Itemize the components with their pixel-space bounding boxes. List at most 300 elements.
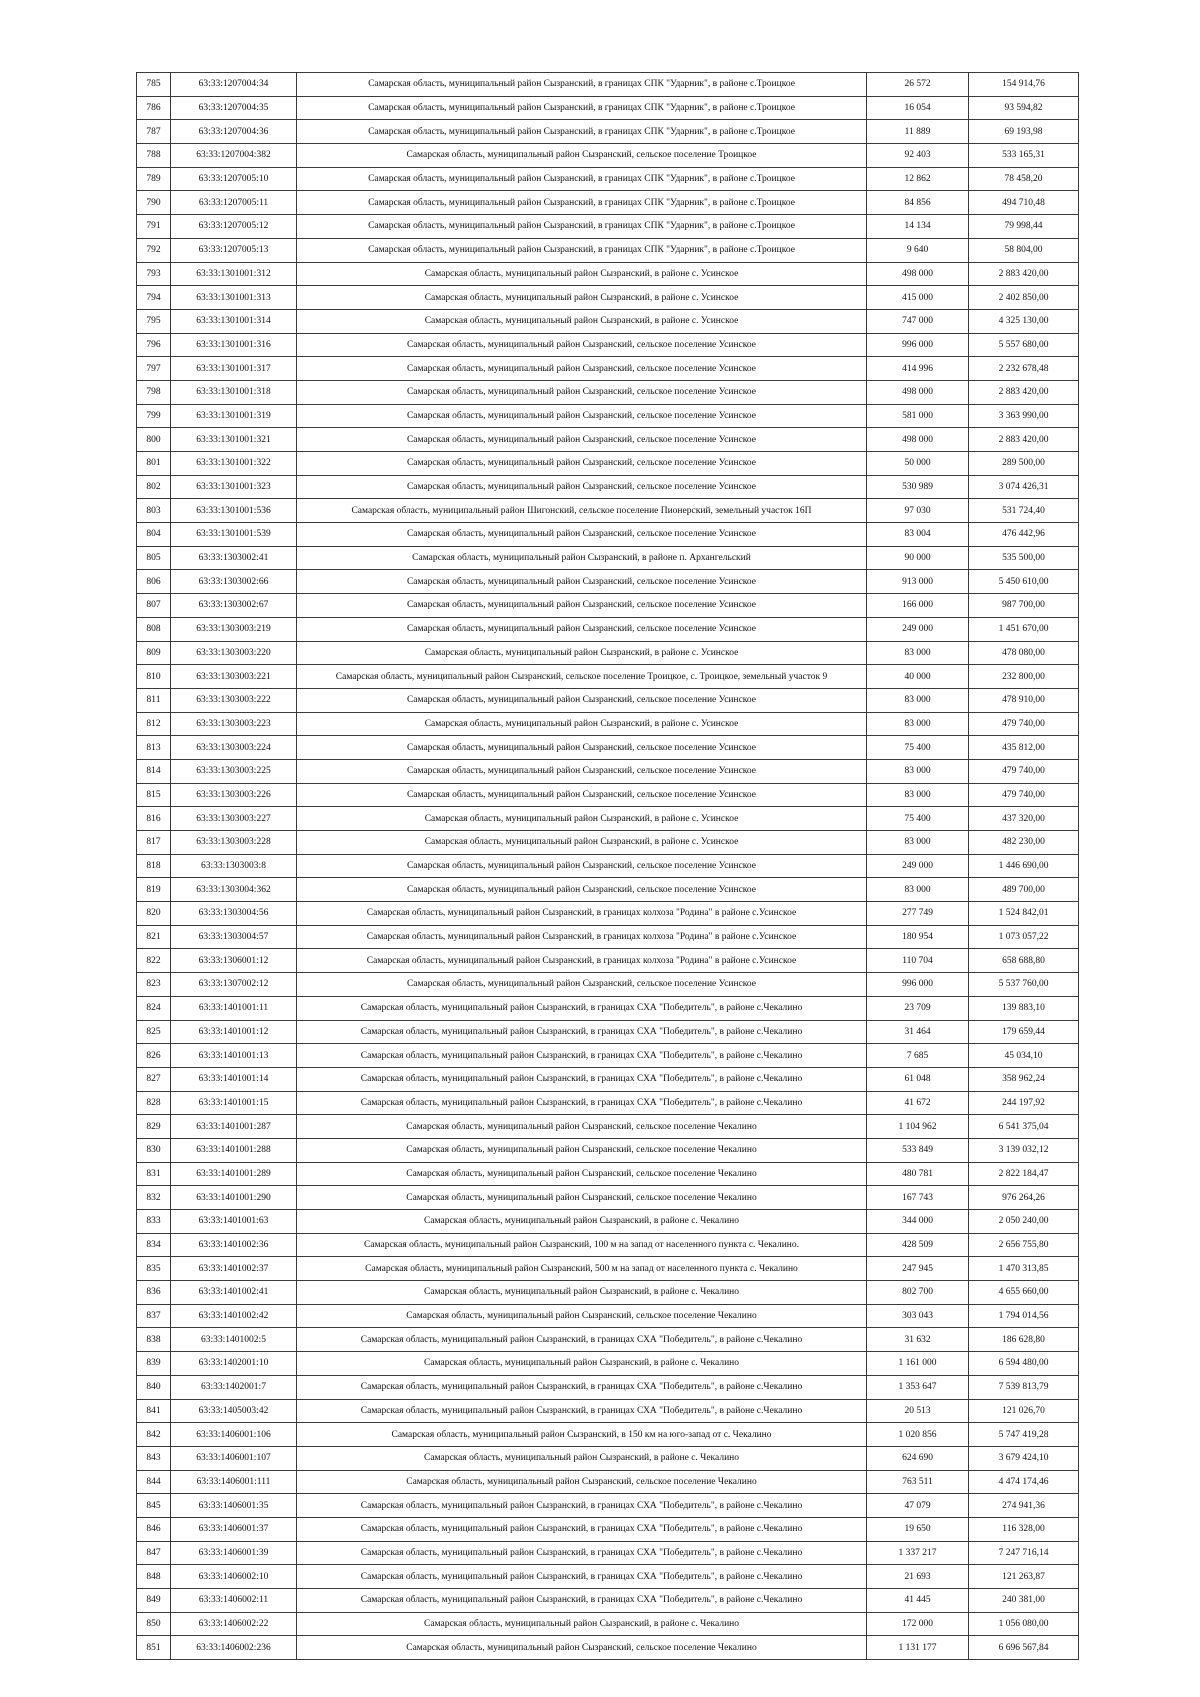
area-cell: 277 749	[867, 902, 969, 926]
row-number-cell: 826	[137, 1044, 171, 1068]
table-row	[137, 736, 1079, 760]
cadastral-number-cell: 63:33:1207005:10	[171, 167, 297, 191]
row-number-cell: 838	[137, 1328, 171, 1352]
value-cell: 58 804,00	[969, 238, 1079, 262]
table-row	[137, 902, 1079, 926]
address-cell: Самарская область, муниципальный район Сызранский, в районе с. Чекалино	[297, 1612, 867, 1636]
row-number-cell: 842	[137, 1423, 171, 1447]
address-cell: Самарская область, муниципальный район Сызранский, в границах СПК "Ударник", в районе с.Троицкое	[297, 238, 867, 262]
value-cell: 78 458,20	[969, 167, 1079, 191]
table-row	[137, 973, 1079, 997]
area-cell: 84 856	[867, 191, 969, 215]
value-cell: 121 263,87	[969, 1565, 1079, 1589]
address-cell: Самарская область, муниципальный район Сызранский, в границах СХА "Победитель", в районе с.Чекалино	[297, 1517, 867, 1541]
row-number-cell: 846	[137, 1517, 171, 1541]
row-number-cell: 789	[137, 167, 171, 191]
table-row	[137, 854, 1079, 878]
table-row	[137, 1328, 1079, 1352]
table-row	[137, 73, 1079, 97]
land-parcel-table	[136, 72, 1079, 1660]
address-cell: Самарская область, муниципальный район Сызранский, в районе с. Чекалино	[297, 1352, 867, 1376]
cadastral-number-cell: 63:33:1207004:35	[171, 96, 297, 120]
area-cell: 530 989	[867, 475, 969, 499]
value-cell: 1 524 842,01	[969, 902, 1079, 926]
row-number-cell: 851	[137, 1636, 171, 1660]
address-cell: Самарская область, муниципальный район Сызранский, в границах СХА "Победитель", в районе с.Чекалино	[297, 1589, 867, 1613]
value-cell: 2 656 755,80	[969, 1233, 1079, 1257]
area-cell: 167 743	[867, 1186, 969, 1210]
area-cell: 83 000	[867, 688, 969, 712]
value-cell: 1 056 080,00	[969, 1612, 1079, 1636]
row-number-cell: 827	[137, 1067, 171, 1091]
area-cell: 50 000	[867, 452, 969, 476]
row-number-cell: 787	[137, 120, 171, 144]
cadastral-number-cell: 63:33:1207005:13	[171, 238, 297, 262]
cadastral-number-cell: 63:33:1406001:35	[171, 1494, 297, 1518]
cadastral-number-cell: 63:33:1406002:10	[171, 1565, 297, 1589]
table-row	[137, 286, 1079, 310]
area-cell: 92 403	[867, 144, 969, 168]
area-cell: 23 709	[867, 996, 969, 1020]
value-cell: 479 740,00	[969, 759, 1079, 783]
value-cell: 121 026,70	[969, 1399, 1079, 1423]
row-number-cell: 813	[137, 736, 171, 760]
cadastral-number-cell: 63:33:1303003:225	[171, 759, 297, 783]
table-row	[137, 380, 1079, 404]
area-cell: 247 945	[867, 1257, 969, 1281]
value-cell: 489 700,00	[969, 878, 1079, 902]
table-row	[137, 1210, 1079, 1234]
cadastral-number-cell: 63:33:1401001:13	[171, 1044, 297, 1068]
area-cell: 996 000	[867, 333, 969, 357]
value-cell: 2 883 420,00	[969, 380, 1079, 404]
row-number-cell: 802	[137, 475, 171, 499]
area-cell: 110 704	[867, 949, 969, 973]
area-cell: 40 000	[867, 665, 969, 689]
area-cell: 498 000	[867, 262, 969, 286]
row-number-cell: 786	[137, 96, 171, 120]
address-cell: Самарская область, муниципальный район Сызранский, в районе п. Архангельский	[297, 546, 867, 570]
table-body	[137, 73, 1079, 1660]
area-cell: 1 104 962	[867, 1115, 969, 1139]
row-number-cell: 791	[137, 215, 171, 239]
cadastral-number-cell: 63:33:1301001:319	[171, 404, 297, 428]
area-cell: 97 030	[867, 499, 969, 523]
table-row	[137, 925, 1079, 949]
table-row	[137, 641, 1079, 665]
row-number-cell: 814	[137, 759, 171, 783]
address-cell: Самарская область, муниципальный район Сызранский, сельское поселение Усинское	[297, 973, 867, 997]
area-cell: 83 000	[867, 783, 969, 807]
table-row	[137, 1612, 1079, 1636]
cadastral-number-cell: 63:33:1303002:66	[171, 570, 297, 594]
address-cell: Самарская область, муниципальный район Сызранский, в границах колхоза "Родина" в районе с.Усинское	[297, 949, 867, 973]
value-cell: 479 740,00	[969, 783, 1079, 807]
address-cell: Самарская область, муниципальный район Сызранский, сельское поселение Чекалино	[297, 1115, 867, 1139]
row-number-cell: 839	[137, 1352, 171, 1376]
area-cell: 31 464	[867, 1020, 969, 1044]
address-cell: Самарская область, муниципальный район Сызранский, в границах СХА "Победитель", в районе с.Чекалино	[297, 1399, 867, 1423]
cadastral-number-cell: 63:33:1301001:314	[171, 309, 297, 333]
table-row	[137, 1517, 1079, 1541]
cadastral-number-cell: 63:33:1301001:536	[171, 499, 297, 523]
value-cell: 437 320,00	[969, 807, 1079, 831]
row-number-cell: 785	[137, 73, 171, 97]
table-row	[137, 1186, 1079, 1210]
value-cell: 5 450 610,00	[969, 570, 1079, 594]
address-cell: Самарская область, муниципальный район Сызранский, в границах СХА "Победитель", в районе с.Чекалино	[297, 1067, 867, 1091]
row-number-cell: 823	[137, 973, 171, 997]
area-cell: 344 000	[867, 1210, 969, 1234]
table-row	[137, 1067, 1079, 1091]
table-row	[137, 309, 1079, 333]
address-cell: Самарская область, муниципальный район Сызранский, в границах СХА "Победитель", в районе с.Чекалино	[297, 1494, 867, 1518]
row-number-cell: 835	[137, 1257, 171, 1281]
value-cell: 45 034,10	[969, 1044, 1079, 1068]
area-cell: 249 000	[867, 854, 969, 878]
cadastral-number-cell: 63:33:1301001:317	[171, 357, 297, 381]
row-number-cell: 819	[137, 878, 171, 902]
address-cell: Самарская область, муниципальный район Сызранский, в границах колхоза "Родина" в районе с.Усинское	[297, 902, 867, 926]
area-cell: 20 513	[867, 1399, 969, 1423]
area-cell: 7 685	[867, 1044, 969, 1068]
cadastral-number-cell: 63:33:1301001:312	[171, 262, 297, 286]
value-cell: 482 230,00	[969, 831, 1079, 855]
address-cell: Самарская область, муниципальный район Сызранский, в границах СХА "Победитель", в районе с.Чекалино	[297, 1328, 867, 1352]
cadastral-number-cell: 63:33:1405003:42	[171, 1399, 297, 1423]
address-cell: Самарская область, муниципальный район Сызранский, сельское поселение Усинское	[297, 475, 867, 499]
table-row	[137, 1470, 1079, 1494]
address-cell: Самарская область, муниципальный район Сызранский, сельское поселение Чекалино	[297, 1186, 867, 1210]
value-cell: 2 050 240,00	[969, 1210, 1079, 1234]
address-cell: Самарская область, муниципальный район Сызранский, сельское поселение Усинское	[297, 736, 867, 760]
value-cell: 478 910,00	[969, 688, 1079, 712]
cadastral-number-cell: 63:33:1303003:228	[171, 831, 297, 855]
table-row	[137, 831, 1079, 855]
row-number-cell: 824	[137, 996, 171, 1020]
cadastral-number-cell: 63:33:1303003:220	[171, 641, 297, 665]
address-cell: Самарская область, муниципальный район Сызранский, в границах СХА "Победитель", в районе с.Чекалино	[297, 1565, 867, 1589]
address-cell: Самарская область, муниципальный район Сызранский, сельское поселение Усинское	[297, 688, 867, 712]
cadastral-number-cell: 63:33:1301001:313	[171, 286, 297, 310]
table-row	[137, 665, 1079, 689]
table-row	[137, 570, 1079, 594]
table-row	[137, 475, 1079, 499]
value-cell: 93 594,82	[969, 96, 1079, 120]
area-cell: 83 000	[867, 641, 969, 665]
area-cell: 75 400	[867, 736, 969, 760]
address-cell: Самарская область, муниципальный район Сызранский, в 150 км на юго-запад от с. Чекалино	[297, 1423, 867, 1447]
row-number-cell: 843	[137, 1446, 171, 1470]
row-number-cell: 796	[137, 333, 171, 357]
area-cell: 1 161 000	[867, 1352, 969, 1376]
cadastral-number-cell: 63:33:1303003:226	[171, 783, 297, 807]
cadastral-number-cell: 63:33:1406002:236	[171, 1636, 297, 1660]
address-cell: Самарская область, муниципальный район Сызранский, сельское поселение Троицкое, с. Троицкое, земельный участок 9	[297, 665, 867, 689]
address-cell: Самарская область, муниципальный район Сызранский, сельское поселение Усинское	[297, 357, 867, 381]
area-cell: 83 000	[867, 878, 969, 902]
cadastral-number-cell: 63:33:1303004:362	[171, 878, 297, 902]
address-cell: Самарская область, муниципальный район Сызранский, сельское поселение Усинское	[297, 878, 867, 902]
area-cell: 83 000	[867, 831, 969, 855]
row-number-cell: 830	[137, 1138, 171, 1162]
cadastral-number-cell: 63:33:1303002:67	[171, 594, 297, 618]
row-number-cell: 806	[137, 570, 171, 594]
table-row	[137, 120, 1079, 144]
address-cell: Самарская область, муниципальный район Сызранский, сельское поселение Усинское	[297, 570, 867, 594]
row-number-cell: 793	[137, 262, 171, 286]
value-cell: 3 139 032,12	[969, 1138, 1079, 1162]
table-row	[137, 1091, 1079, 1115]
address-cell: Самарская область, муниципальный район Сызранский, сельское поселение Усинское	[297, 380, 867, 404]
value-cell: 976 264,26	[969, 1186, 1079, 1210]
row-number-cell: 801	[137, 452, 171, 476]
cadastral-number-cell: 63:33:1401002:5	[171, 1328, 297, 1352]
table-row	[137, 191, 1079, 215]
row-number-cell: 817	[137, 831, 171, 855]
area-cell: 75 400	[867, 807, 969, 831]
area-cell: 802 700	[867, 1281, 969, 1305]
table-row	[137, 1281, 1079, 1305]
cadastral-number-cell: 63:33:1401001:15	[171, 1091, 297, 1115]
value-cell: 2 822 184,47	[969, 1162, 1079, 1186]
address-cell: Самарская область, муниципальный район Сызранский, в границах СПК "Ударник", в районе с.Троицкое	[297, 96, 867, 120]
area-cell: 83 004	[867, 523, 969, 547]
address-cell: Самарская область, муниципальный район Шигонский, сельское поселение Пионерский, земельный участок 16П	[297, 499, 867, 523]
cadastral-number-cell: 63:33:1401001:289	[171, 1162, 297, 1186]
table-row	[137, 452, 1079, 476]
value-cell: 476 442,96	[969, 523, 1079, 547]
cadastral-number-cell: 63:33:1406001:39	[171, 1541, 297, 1565]
value-cell: 154 914,76	[969, 73, 1079, 97]
table-row	[137, 1044, 1079, 1068]
area-cell: 180 954	[867, 925, 969, 949]
cadastral-number-cell: 63:33:1401001:63	[171, 1210, 297, 1234]
value-cell: 6 594 480,00	[969, 1352, 1079, 1376]
cadastral-number-cell: 63:33:1207004:34	[171, 73, 297, 97]
cadastral-number-cell: 63:33:1301001:539	[171, 523, 297, 547]
cadastral-number-cell: 63:33:1406001:107	[171, 1446, 297, 1470]
cadastral-number-cell: 63:33:1303002:41	[171, 546, 297, 570]
row-number-cell: 828	[137, 1091, 171, 1115]
address-cell: Самарская область, муниципальный район Сызранский, в границах СПК "Ударник", в районе с.Троицкое	[297, 191, 867, 215]
table-row	[137, 783, 1079, 807]
row-number-cell: 807	[137, 594, 171, 618]
row-number-cell: 804	[137, 523, 171, 547]
area-cell: 747 000	[867, 309, 969, 333]
area-cell: 533 849	[867, 1138, 969, 1162]
address-cell: Самарская область, муниципальный район Сызранский, сельское поселение Усинское	[297, 523, 867, 547]
value-cell: 5 537 760,00	[969, 973, 1079, 997]
table-row	[137, 262, 1079, 286]
table-row	[137, 96, 1079, 120]
address-cell: Самарская область, муниципальный район Сызранский, в районе с. Усинское	[297, 309, 867, 333]
address-cell: Самарская область, муниципальный район Сызранский, в районе с. Чекалино	[297, 1281, 867, 1305]
cadastral-number-cell: 63:33:1301001:322	[171, 452, 297, 476]
value-cell: 6 696 567,84	[969, 1636, 1079, 1660]
address-cell: Самарская область, муниципальный район Сызранский, в районе с. Чекалино	[297, 1446, 867, 1470]
value-cell: 1 451 670,00	[969, 617, 1079, 641]
value-cell: 232 800,00	[969, 665, 1079, 689]
address-cell: Самарская область, муниципальный район Сызранский, сельское поселение Усинское	[297, 333, 867, 357]
cadastral-number-cell: 63:33:1207004:382	[171, 144, 297, 168]
table-row	[137, 1115, 1079, 1139]
table-row	[137, 1565, 1079, 1589]
cadastral-number-cell: 63:33:1303003:8	[171, 854, 297, 878]
row-number-cell: 812	[137, 712, 171, 736]
table-row	[137, 1589, 1079, 1613]
value-cell: 3 679 424,10	[969, 1446, 1079, 1470]
cadastral-number-cell: 63:33:1401001:290	[171, 1186, 297, 1210]
area-cell: 16 054	[867, 96, 969, 120]
value-cell: 274 941,36	[969, 1494, 1079, 1518]
area-cell: 83 000	[867, 712, 969, 736]
value-cell: 4 325 130,00	[969, 309, 1079, 333]
area-cell: 14 134	[867, 215, 969, 239]
value-cell: 2 883 420,00	[969, 428, 1079, 452]
row-number-cell: 849	[137, 1589, 171, 1613]
address-cell: Самарская область, муниципальный район Сызранский, сельское поселение Чекалино	[297, 1304, 867, 1328]
area-cell: 414 996	[867, 357, 969, 381]
table-row	[137, 523, 1079, 547]
value-cell: 2 883 420,00	[969, 262, 1079, 286]
table-row	[137, 996, 1079, 1020]
address-cell: Самарская область, муниципальный район Сызранский, в границах СПК "Ударник", в районе с.Троицкое	[297, 73, 867, 97]
table-row	[137, 1541, 1079, 1565]
table-row	[137, 1446, 1079, 1470]
row-number-cell: 803	[137, 499, 171, 523]
address-cell: Самарская область, муниципальный район Сызранский, 500 м на запад от населенного пункта с. Чекалино	[297, 1257, 867, 1281]
area-cell: 1 353 647	[867, 1375, 969, 1399]
row-number-cell: 805	[137, 546, 171, 570]
row-number-cell: 815	[137, 783, 171, 807]
value-cell: 1 446 690,00	[969, 854, 1079, 878]
cadastral-number-cell: 63:33:1401002:36	[171, 1233, 297, 1257]
value-cell: 5 557 680,00	[969, 333, 1079, 357]
table-row	[137, 167, 1079, 191]
cadastral-number-cell: 63:33:1402001:7	[171, 1375, 297, 1399]
table-row	[137, 807, 1079, 831]
value-cell: 535 500,00	[969, 546, 1079, 570]
row-number-cell: 822	[137, 949, 171, 973]
cadastral-number-cell: 63:33:1401002:42	[171, 1304, 297, 1328]
cadastral-number-cell: 63:33:1406001:111	[171, 1470, 297, 1494]
cadastral-number-cell: 63:33:1303003:221	[171, 665, 297, 689]
area-cell: 12 862	[867, 167, 969, 191]
address-cell: Самарская область, муниципальный район Сызранский, 100 м на запад от населенного пункта с. Чекалино.	[297, 1233, 867, 1257]
area-cell: 415 000	[867, 286, 969, 310]
cadastral-number-cell: 63:33:1303003:227	[171, 807, 297, 831]
cadastral-number-cell: 63:33:1406001:106	[171, 1423, 297, 1447]
area-cell: 11 889	[867, 120, 969, 144]
area-cell: 498 000	[867, 380, 969, 404]
row-number-cell: 833	[137, 1210, 171, 1234]
value-cell: 5 747 419,28	[969, 1423, 1079, 1447]
row-number-cell: 788	[137, 144, 171, 168]
address-cell: Самарская область, муниципальный район Сызранский, в районе с. Усинское	[297, 641, 867, 665]
value-cell: 6 541 375,04	[969, 1115, 1079, 1139]
address-cell: Самарская область, муниципальный район Сызранский, в границах СХА "Победитель", в районе с.Чекалино	[297, 996, 867, 1020]
row-number-cell: 811	[137, 688, 171, 712]
cadastral-number-cell: 63:33:1402001:10	[171, 1352, 297, 1376]
address-cell: Самарская область, муниципальный район Сызранский, в районе с. Усинское	[297, 712, 867, 736]
address-cell: Самарская область, муниципальный район Сызранский, в границах СПК "Ударник", в районе с.Троицкое	[297, 167, 867, 191]
table-row	[137, 546, 1079, 570]
table-row	[137, 1162, 1079, 1186]
address-cell: Самарская область, муниципальный район Сызранский, в границах СХА "Победитель", в районе с.Чекалино	[297, 1375, 867, 1399]
area-cell: 172 000	[867, 1612, 969, 1636]
area-cell: 1 020 856	[867, 1423, 969, 1447]
table-row	[137, 688, 1079, 712]
row-number-cell: 792	[137, 238, 171, 262]
area-cell: 581 000	[867, 404, 969, 428]
cadastral-number-cell: 63:33:1303003:219	[171, 617, 297, 641]
address-cell: Самарская область, муниципальный район Сызранский, в районе с. Усинское	[297, 262, 867, 286]
area-cell: 498 000	[867, 428, 969, 452]
value-cell: 4 474 174,46	[969, 1470, 1079, 1494]
address-cell: Самарская область, муниципальный район Сызранский, сельское поселение Усинское	[297, 404, 867, 428]
area-cell: 83 000	[867, 759, 969, 783]
value-cell: 289 500,00	[969, 452, 1079, 476]
address-cell: Самарская область, муниципальный район Сызранский, в границах СПК "Ударник", в районе с.Троицкое	[297, 215, 867, 239]
area-cell: 90 000	[867, 546, 969, 570]
row-number-cell: 834	[137, 1233, 171, 1257]
row-number-cell: 818	[137, 854, 171, 878]
cadastral-number-cell: 63:33:1207004:36	[171, 120, 297, 144]
value-cell: 479 740,00	[969, 712, 1079, 736]
table-row	[137, 1352, 1079, 1376]
value-cell: 69 193,98	[969, 120, 1079, 144]
cadastral-number-cell: 63:33:1406002:11	[171, 1589, 297, 1613]
table-row	[137, 1257, 1079, 1281]
area-cell: 303 043	[867, 1304, 969, 1328]
area-cell: 480 781	[867, 1162, 969, 1186]
address-cell: Самарская область, муниципальный район Сызранский, сельское поселение Усинское	[297, 452, 867, 476]
cadastral-number-cell: 63:33:1301001:321	[171, 428, 297, 452]
value-cell: 186 628,80	[969, 1328, 1079, 1352]
row-number-cell: 821	[137, 925, 171, 949]
table-row	[137, 357, 1079, 381]
value-cell: 531 724,40	[969, 499, 1079, 523]
value-cell: 179 659,44	[969, 1020, 1079, 1044]
row-number-cell: 847	[137, 1541, 171, 1565]
table-row	[137, 1375, 1079, 1399]
table-row	[137, 1423, 1079, 1447]
table-row	[137, 404, 1079, 428]
value-cell: 658 688,80	[969, 949, 1079, 973]
address-cell: Самарская область, муниципальный район Сызранский, сельское поселение Троицкое	[297, 144, 867, 168]
address-cell: Самарская область, муниципальный район Сызранский, в границах СХА "Победитель", в районе с.Чекалино	[297, 1044, 867, 1068]
row-number-cell: 816	[137, 807, 171, 831]
value-cell: 987 700,00	[969, 594, 1079, 618]
table-row	[137, 1233, 1079, 1257]
table-row	[137, 617, 1079, 641]
row-number-cell: 798	[137, 380, 171, 404]
row-number-cell: 825	[137, 1020, 171, 1044]
value-cell: 4 655 660,00	[969, 1281, 1079, 1305]
cadastral-number-cell: 63:33:1401001:288	[171, 1138, 297, 1162]
cadastral-number-cell: 63:33:1401002:41	[171, 1281, 297, 1305]
cadastral-number-cell: 63:33:1401001:14	[171, 1067, 297, 1091]
table-row	[137, 1138, 1079, 1162]
value-cell: 435 812,00	[969, 736, 1079, 760]
row-number-cell: 841	[137, 1399, 171, 1423]
cadastral-number-cell: 63:33:1301001:318	[171, 380, 297, 404]
value-cell: 1 470 313,85	[969, 1257, 1079, 1281]
cadastral-number-cell: 63:33:1307002:12	[171, 973, 297, 997]
cadastral-number-cell: 63:33:1401001:12	[171, 1020, 297, 1044]
table-row	[137, 1636, 1079, 1660]
